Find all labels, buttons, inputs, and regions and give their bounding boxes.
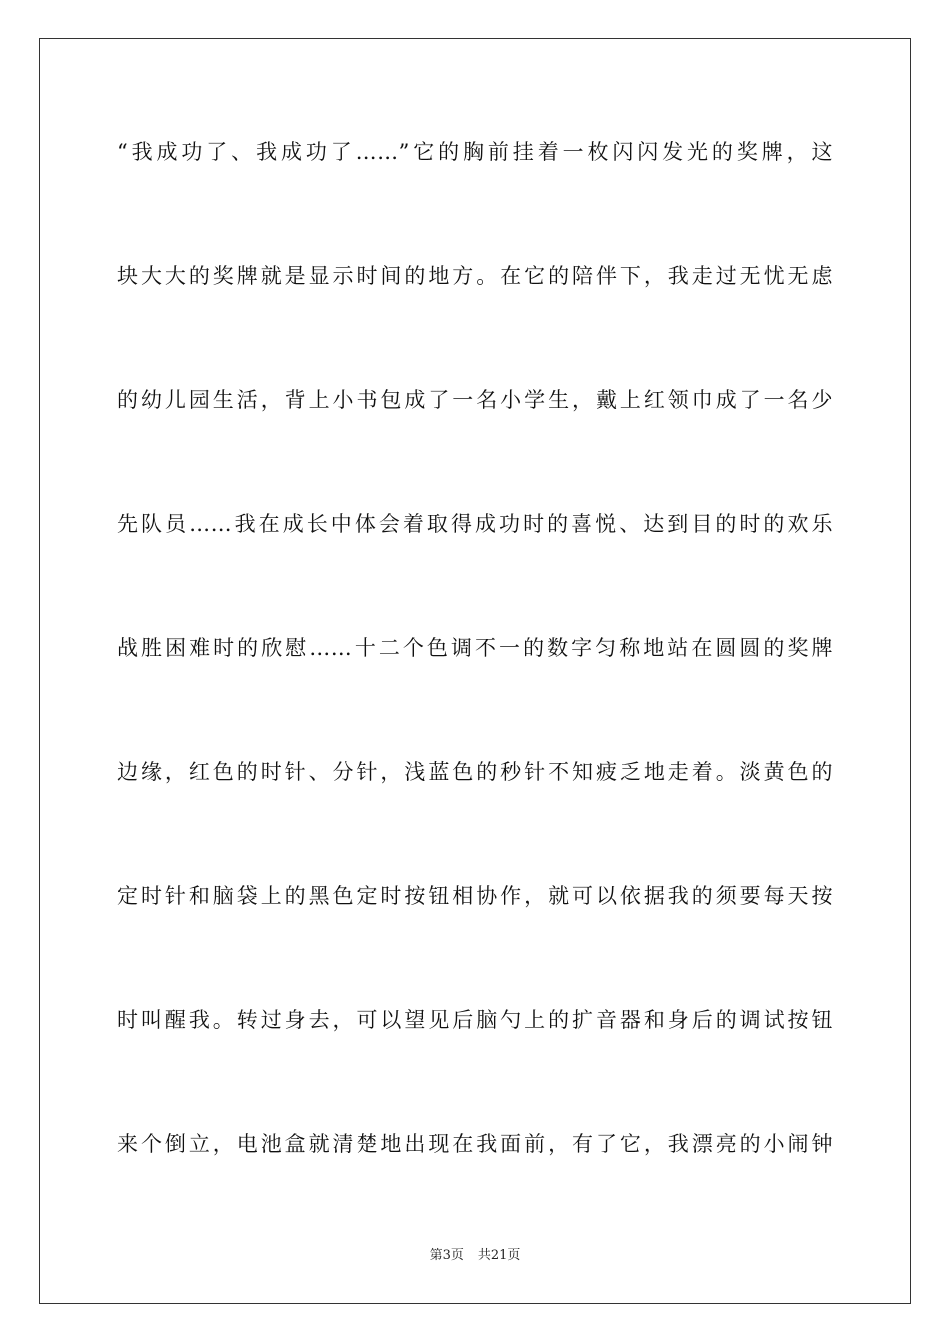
text-line-3: 的幼儿园生活，背上小书包成了一名小学生，戴上红领巾成了一名少 bbox=[117, 388, 833, 412]
text-line-2: 块大大的奖牌就是显示时间的地方。在它的陪伴下，我走过无忧无虑 bbox=[117, 264, 833, 288]
text-line-6: 边缘，红色的时针、分针，浅蓝色的秒针不知疲乏地走着。淡黄色的 bbox=[117, 760, 833, 784]
body-text bbox=[117, 128, 833, 1244]
text-line-9: 来个倒立，电池盒就清楚地出现在我面前，有了它，我漂亮的小闹钟 bbox=[117, 1132, 833, 1156]
page-total: 共21页 bbox=[477, 1248, 521, 1263]
text-line-8: 时叫醒我。转过身去，可以望见后脑勺上的扩音器和身后的调试按钮 bbox=[117, 1008, 833, 1032]
page-number: 第3页 bbox=[429, 1248, 464, 1263]
text-line-4: 先队员……我在成长中体会着取得成功时的喜悦、达到目的时的欢乐 bbox=[117, 512, 833, 536]
text-line-5: 战胜困难时的欣慰……十二个色调不一的数字匀称地站在圆圆的奖牌 bbox=[117, 636, 833, 660]
text-line-1: “我成功了、我成功了……”它的胸前挂着一枚闪闪发光的奖牌，这 bbox=[117, 140, 833, 164]
page-footer bbox=[0, 1247, 950, 1265]
text-line-7: 定时针和脑袋上的黑色定时按钮相协作，就可以依据我的须要每天按 bbox=[117, 884, 833, 908]
